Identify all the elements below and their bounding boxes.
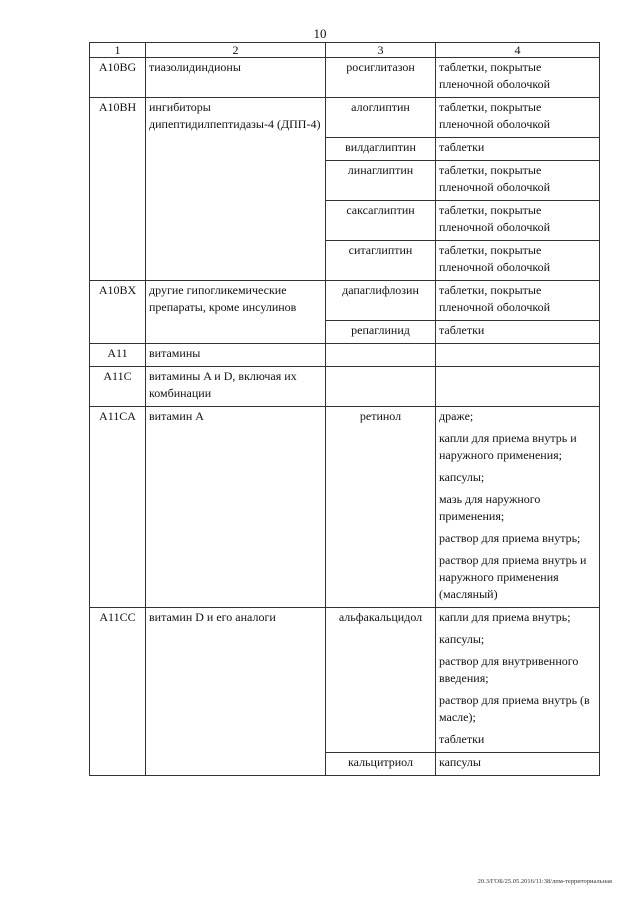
dosage-form-item: капли для приема внутрь; <box>439 610 571 624</box>
group-name-cell: витамин A <box>146 407 326 608</box>
dosage-form-item: таблетки, покрытые пленочной оболочкой <box>439 283 551 314</box>
dosage-form-cell <box>436 407 600 608</box>
dosage-form-item: таблетки, покрытые пленочной оболочкой <box>439 60 551 91</box>
atc-code-cell: A10BH <box>90 98 146 281</box>
dosage-form-item: капсулы; <box>439 470 485 484</box>
dosage-form-item: раствор для внутривенного введения; <box>439 654 579 685</box>
drug-name-cell: линаглиптин <box>326 161 436 201</box>
dosage-form-cell <box>436 367 600 407</box>
group-name-cell: витамины A и D, включая их комбинации <box>146 367 326 407</box>
atc-code-cell: A11C <box>90 367 146 407</box>
page-number: 10 <box>313 26 327 41</box>
table-header-row <box>90 43 600 58</box>
dosage-form-cell <box>436 138 600 161</box>
table-row <box>90 98 600 138</box>
column-header: 3 <box>326 43 436 58</box>
drug-name-cell: дапаглифлозин <box>326 281 436 321</box>
drug-name-cell: ситаглиптин <box>326 241 436 281</box>
dosage-form-item: таблетки, покрытые пленочной оболочкой <box>439 243 551 274</box>
group-name-cell: витамин D и его аналоги <box>146 608 326 776</box>
drug-name-cell: алоглиптин <box>326 98 436 138</box>
group-name-cell: другие гипогликемические препараты, кроме инсулинов <box>146 281 326 344</box>
group-name-cell: витамины <box>146 344 326 367</box>
dosage-form-item: таблетки <box>439 732 485 746</box>
drug-name-cell: росиглитазон <box>326 58 436 98</box>
drug-name-cell: кальцитриол <box>326 753 436 776</box>
dosage-form-cell <box>436 344 600 367</box>
drug-name-cell: репаглинид <box>326 321 436 344</box>
dosage-form-cell <box>436 753 600 776</box>
dosage-form-item: мазь для наружного применения; <box>439 492 541 523</box>
atc-code-cell: A11 <box>90 344 146 367</box>
column-header: 4 <box>436 43 600 58</box>
dosage-form-item: таблетки, покрытые пленочной оболочкой <box>439 163 551 194</box>
dosage-form-item: таблетки <box>439 140 485 154</box>
column-header: 2 <box>146 43 326 58</box>
dosage-form-cell <box>436 98 600 138</box>
dosage-form-item: раствор для приема внутрь; <box>439 531 581 545</box>
drug-name-cell <box>326 344 436 367</box>
table-row <box>90 58 600 98</box>
dosage-form-item: таблетки <box>439 323 485 337</box>
dosage-form-item: таблетки, покрытые пленочной оболочкой <box>439 100 551 131</box>
drug-name-cell: ретинол <box>326 407 436 608</box>
dosage-form-cell <box>436 321 600 344</box>
table-row <box>90 367 600 407</box>
table-row <box>90 608 600 753</box>
table-row <box>90 281 600 321</box>
dosage-form-cell <box>436 58 600 98</box>
atc-code-cell: A11CC <box>90 608 146 776</box>
drug-name-cell <box>326 367 436 407</box>
medication-table <box>89 42 600 776</box>
column-header: 1 <box>90 43 146 58</box>
table-row <box>90 344 600 367</box>
dosage-form-item: раствор для приема внутрь (в масле); <box>439 693 590 724</box>
atc-code-cell: A10BX <box>90 281 146 344</box>
group-name-cell: ингибиторы дипептидилпептидазы-4 (ДПП-4) <box>146 98 326 281</box>
drug-name-cell: вилдаглиптин <box>326 138 436 161</box>
dosage-form-item: драже; <box>439 409 474 423</box>
drug-name-cell: альфакальцидол <box>326 608 436 753</box>
dosage-form-cell <box>436 281 600 321</box>
dosage-form-item: таблетки, покрытые пленочной оболочкой <box>439 203 551 234</box>
dosage-form-item: капли для приема внутрь и наружного применения; <box>439 431 577 462</box>
dosage-form-item: раствор для приема внутрь и наружного применения (масляный) <box>439 553 587 601</box>
atc-code-cell: A10BG <box>90 58 146 98</box>
dosage-form-cell <box>436 608 600 753</box>
dosage-form-cell <box>436 201 600 241</box>
atc-code-cell: A11CA <box>90 407 146 608</box>
dosage-form-cell <box>436 241 600 281</box>
group-name-cell: тиазолидиндионы <box>146 58 326 98</box>
footer-stamp: 20.3/ГОБ/25.05.2016/11:38/лпм-территориальная <box>477 878 612 885</box>
table-row <box>90 407 600 608</box>
drug-name-cell: саксаглиптин <box>326 201 436 241</box>
dosage-form-item: капсулы <box>439 755 481 769</box>
dosage-form-cell <box>436 161 600 201</box>
dosage-form-item: капсулы; <box>439 632 485 646</box>
